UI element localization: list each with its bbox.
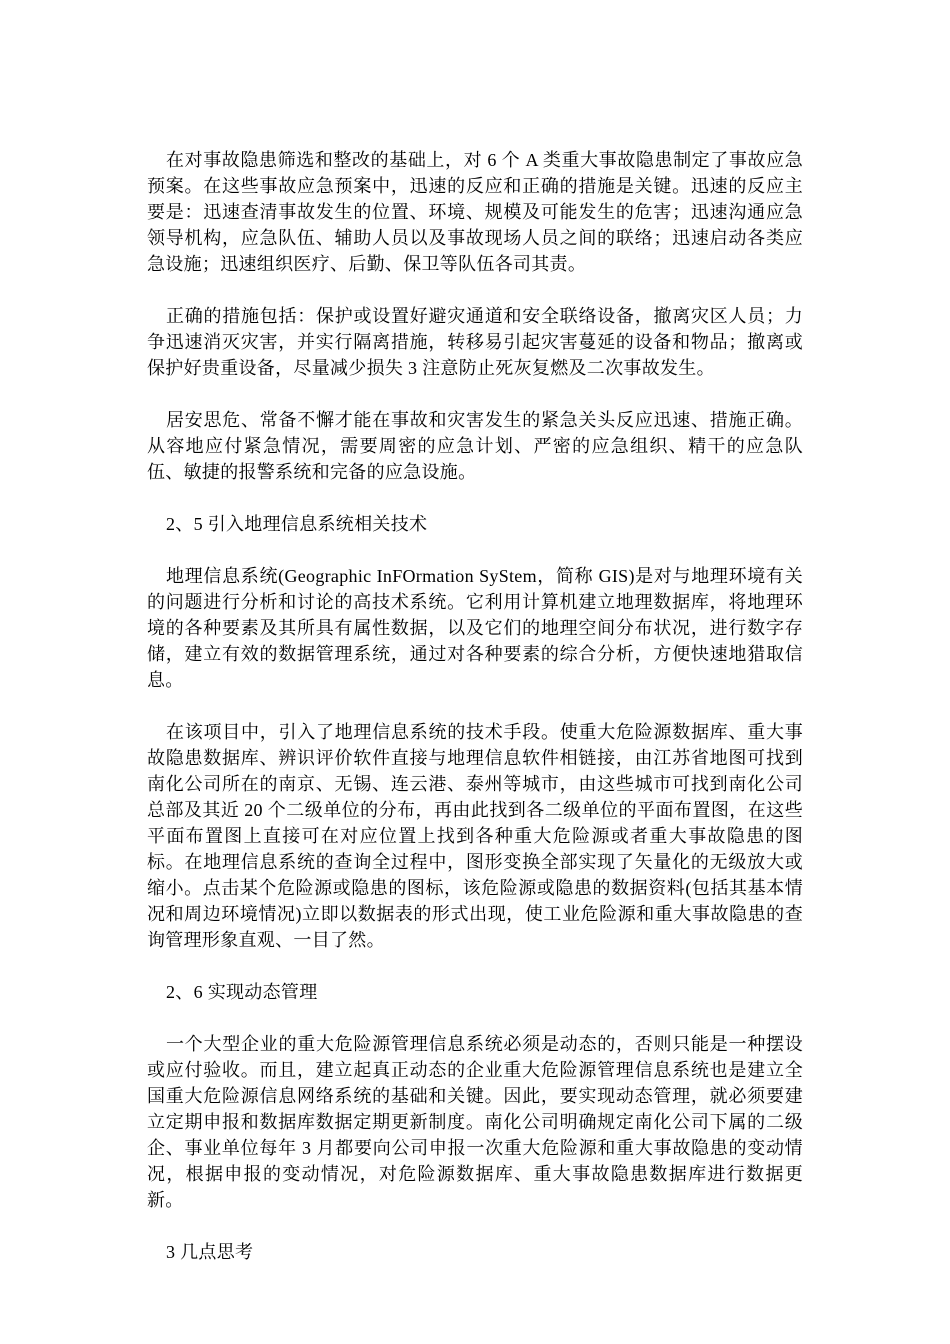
section-heading-2-6: 2、6 实现动态管理 (166, 982, 318, 1002)
document-body (147, 147, 803, 1291)
paragraph-gis-application: 在该项目中，引入了地理信息系统的技术手段。使重大危险源数据库、重大事故隐患数据库、辨识评价软件直接与地理信息软件相链接，由江苏省地图可找到南化公司所在的南京、无锡、连云港、泰州等城市，由这些城市可找到南化公司总部及其近 20 个二级单位的分布，再由此找到各二级单位的平面布置图，在这些平面布置图上直接可在对应位置上找到各种重大危险源或者重大事故隐患的图标。在地理信息系统的查询全过程中，图形变换全部实现了矢量化的无级放大或缩小。点击某个危险源或隐患的图标，该危险源或隐患的数据资料(包括其基本情况和周边环境情况)立即以数据表的形式出现，使工业危险源和重大事故隐患的查询管理形象直观、一目了然。 (147, 722, 803, 950)
section-heading-2-5: 2、5 引入地理信息系统相关技术 (166, 514, 428, 534)
paragraph-correct-measures: 正确的措施包括：保护或设置好避灾通道和安全联络设备，撤离灾区人员；力争迅速消灭灾害，并实行隔离措施，转移易引起灾害蔓延的设备和物品；撤离或保护好贵重设备，尽量减少损失 3 注意防止死灰复燃及二次事故发生。 (147, 306, 803, 378)
paragraph-preparedness: 居安思危、常备不懈才能在事故和灾害发生的紧急关头反应迅速、措施正确。从容地应付紧急情况，需要周密的应急计划、严密的应急组织、精干的应急队伍、敏捷的报警系统和完备的应急设施。 (147, 410, 803, 482)
section-heading-3: 3 几点思考 (166, 1242, 254, 1262)
paragraph-dynamic-management: 一个大型企业的重大危险源管理信息系统必须是动态的，否则只能是一种摆设或应付验收。而且，建立起真正动态的企业重大危险源管理信息系统也是建立全国重大危险源信息网络系统的基础和关键。因此，要实现动态管理，就必须要建立定期申报和数据库数据定期更新制度。南化公司明确规定南化公司下属的二级企、事业单位每年 3 月都要向公司申报一次重大危险源和重大事故隐患的变动情况，根据申报的变动情况，对危险源数据库、重大事故隐患数据库进行数据更新。 (147, 1034, 803, 1210)
paragraph-emergency-plan: 在对事故隐患筛选和整改的基础上，对 6 个 A 类重大事故隐患制定了事故应急预案。在这些事故应急预案中，迅速的反应和正确的措施是关键。迅速的反应主要是：迅速查清事故发生的位置、环境、规模及可能发生的危害；迅速沟通应急领导机构，应急队伍、辅助人员以及事故现场人员之间的联络；迅速启动各类应急设施；迅速组织医疗、后勤、保卫等队伍各司其责。 (147, 150, 803, 274)
paragraph-gis-definition: 地理信息系统(Geographic InFOrmation SyStem，简称 GIS)是对与地理环境有关的问题进行分析和讨论的高技术系统。它利用计算机建立地理数据库，将地理环境的各种要素及其所具有属性数据，以及它们的地理空间分布状况，进行数字存储，建立有效的数据管理系统，通过对各种要素的综合分析，方便快速地猎取信息。 (147, 566, 803, 690)
